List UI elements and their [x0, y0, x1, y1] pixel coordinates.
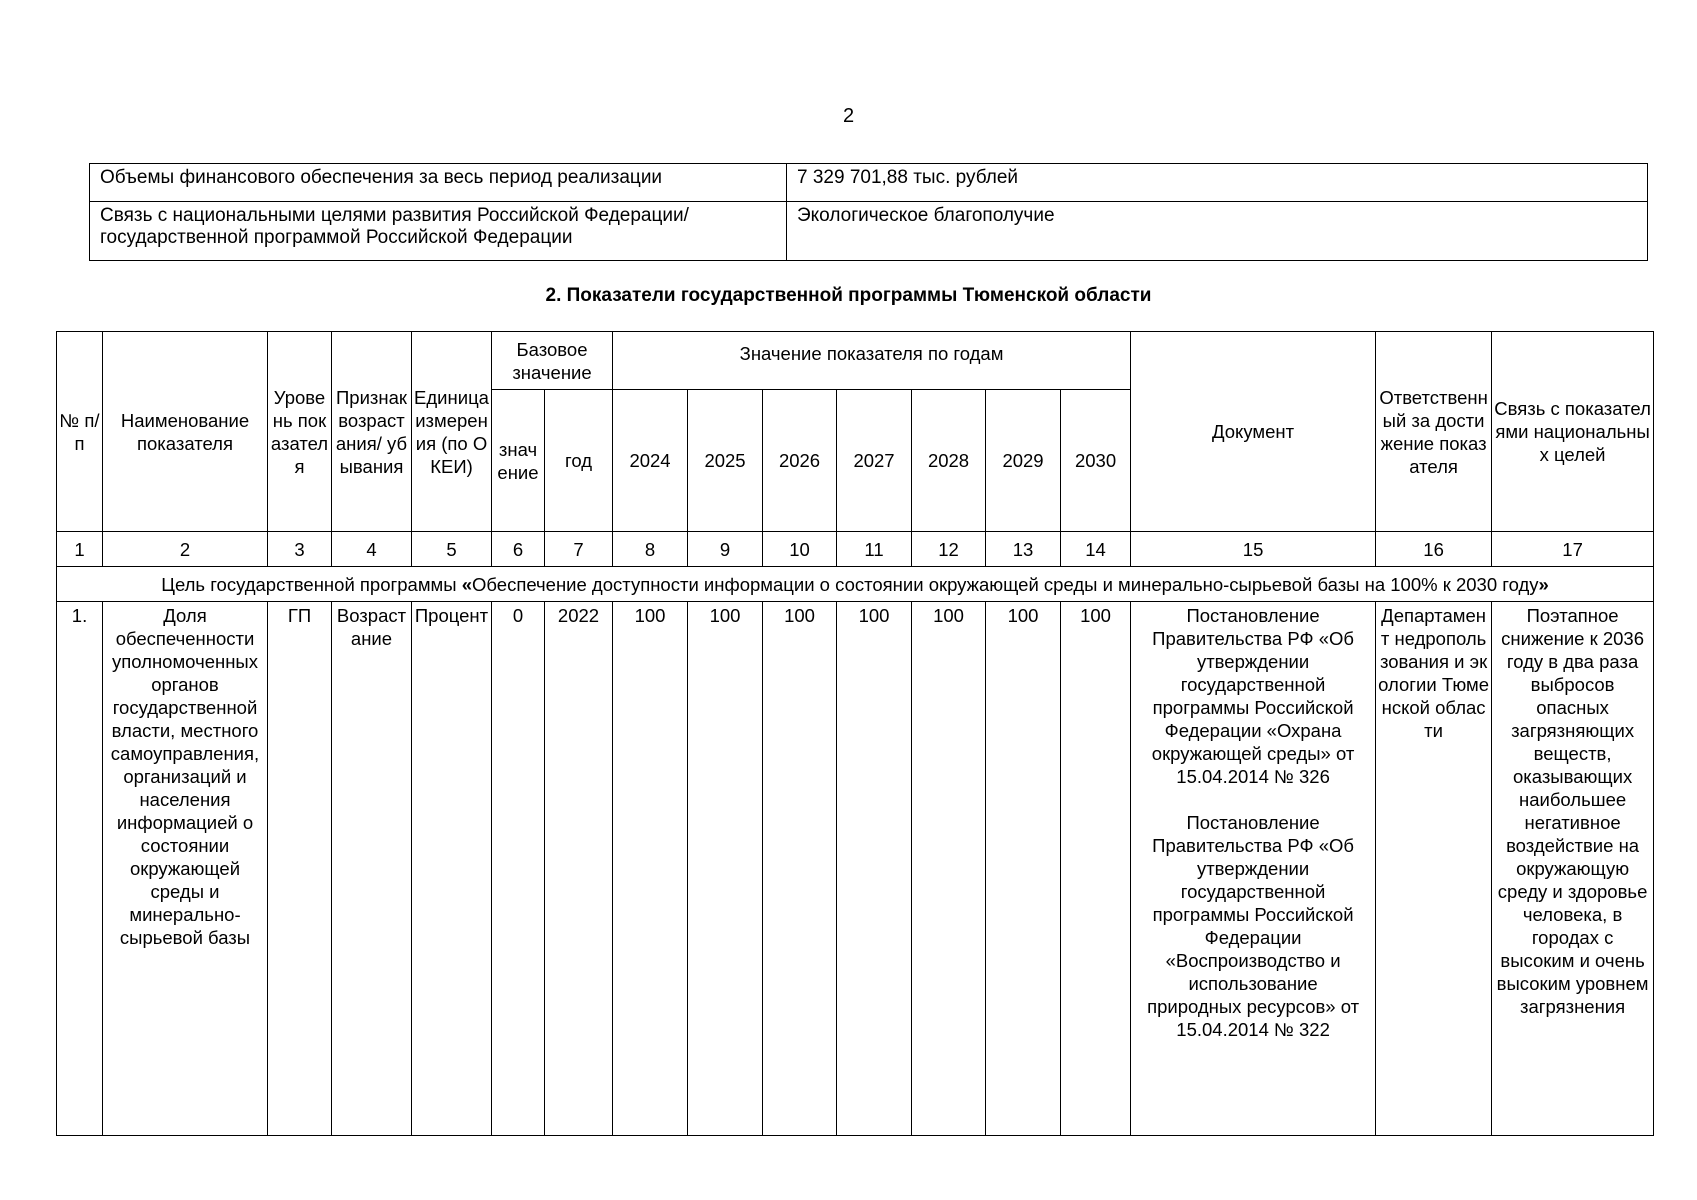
goal-text: Обеспечение доступности информации о состоянии окружающей среды и минерально-сырьевой базы на 100% к 2030 году	[472, 573, 1539, 595]
passport-value: 7 329 701,88 тыс. рублей	[787, 164, 1648, 202]
header-base: Базовое значение	[492, 332, 613, 390]
header-base-value: значение	[492, 390, 545, 532]
row-base-year: 2022	[545, 602, 613, 1136]
column-number: 5	[412, 532, 492, 567]
column-number: 2	[103, 532, 268, 567]
column-number: 3	[268, 532, 332, 567]
column-number: 17	[1492, 532, 1654, 567]
header-year-2029: 2029	[986, 390, 1061, 532]
column-number: 7	[545, 532, 613, 567]
header-level: Уровень показателя	[268, 332, 332, 532]
row-value-2025: 100	[688, 602, 763, 1136]
row-responsible: Департамент недропользования и экологии Тюменской области	[1376, 602, 1492, 1136]
passport-table	[89, 163, 1648, 261]
column-number: 8	[613, 532, 688, 567]
header-row-1	[57, 332, 1654, 390]
header-year-2024: 2024	[613, 390, 688, 532]
goal-close-quote: »	[1538, 573, 1549, 595]
row-value-2026: 100	[763, 602, 837, 1136]
table-row	[57, 602, 1654, 1136]
page-number: 2	[842, 105, 855, 127]
row-document-1: Постановление Правительства РФ «Об утверждении государственной программы Российской Федерации «Охрана окружающей среды» от 15.04.2014 № 326	[1151, 605, 1355, 787]
column-number: 12	[912, 532, 986, 567]
row-value-2024: 100	[613, 602, 688, 1136]
row-unit: Процент	[412, 602, 492, 1136]
header-year-2026: 2026	[763, 390, 837, 532]
goal-row	[57, 567, 1654, 602]
column-number: 11	[837, 532, 912, 567]
header-sign: Признак возрастания/ убывания	[332, 332, 412, 532]
indicators-table	[56, 331, 1654, 1136]
header-name: Наименование показателя	[103, 332, 268, 532]
row-value-2029: 100	[986, 602, 1061, 1136]
column-number: 10	[763, 532, 837, 567]
header-base-year: год	[545, 390, 613, 532]
passport-value: Экологическое благополучие	[787, 202, 1648, 261]
row-document	[1131, 602, 1376, 1136]
row-num: 1.	[57, 602, 103, 1136]
row-level: ГП	[268, 602, 332, 1136]
header-link: Связь с показателями национальных целей	[1492, 332, 1654, 532]
header-year-2028: 2028	[912, 390, 986, 532]
column-number: 6	[492, 532, 545, 567]
row-sign: Возрастание	[332, 602, 412, 1136]
passport-label: Связь с национальными целями развития Российской Федерации/ государственной программой Российской Федерации	[90, 202, 787, 261]
section-title: 2. Показатели государственной программы Тюменской области	[545, 285, 1152, 306]
header-year-2027: 2027	[837, 390, 912, 532]
header-year-2030: 2030	[1061, 390, 1131, 532]
row-value-2027: 100	[837, 602, 912, 1136]
header-responsible: Ответственный за достижение показателя	[1376, 332, 1492, 532]
goal-cell	[57, 567, 1654, 602]
row-link: Поэтапное снижение к 2036 году в два раза выбросов опасных загрязняющих веществ, оказывающих наибольшее негативное воздействие на окружающую среду и здоровье человека, в городах с высоким и очень высоким уровнем загрязнения	[1492, 602, 1654, 1136]
row-base-value: 0	[492, 602, 545, 1136]
goal-prefix: Цель государственной программы	[161, 573, 462, 595]
row-value-2028: 100	[912, 602, 986, 1136]
header-unit: Единица измерения (по ОКЕИ)	[412, 332, 492, 532]
passport-label: Объемы финансового обеспечения за весь период реализации	[90, 164, 787, 202]
header-document: Документ	[1131, 332, 1376, 532]
column-number: 13	[986, 532, 1061, 567]
header-year-2025: 2025	[688, 390, 763, 532]
goal-open-quote: «	[461, 573, 473, 595]
header-num: № п/п	[57, 332, 103, 532]
passport-row-financing	[90, 164, 1648, 202]
column-number: 14	[1061, 532, 1131, 567]
column-number: 16	[1376, 532, 1492, 567]
column-numbers-row	[57, 532, 1654, 567]
row-name: Доля обеспеченности уполномоченных органов государственной власти, местного самоуправления, организаций и населения информацией о состоянии окружающей среды и минерально-сырьевой базы	[103, 602, 268, 1136]
row-value-2030: 100	[1061, 602, 1131, 1136]
column-number: 9	[688, 532, 763, 567]
passport-row-national-goals	[90, 202, 1648, 261]
column-number: 15	[1131, 532, 1376, 567]
row-document-2: Постановление Правительства РФ «Об утверждении государственной программы Российской Федерации «Воспроизводство и использование природных ресурсов» от 15.04.2014 № 322	[1147, 812, 1360, 1040]
column-number: 1	[57, 532, 103, 567]
header-years-group: Значение показателя по годам	[613, 332, 1131, 390]
column-number: 4	[332, 532, 412, 567]
